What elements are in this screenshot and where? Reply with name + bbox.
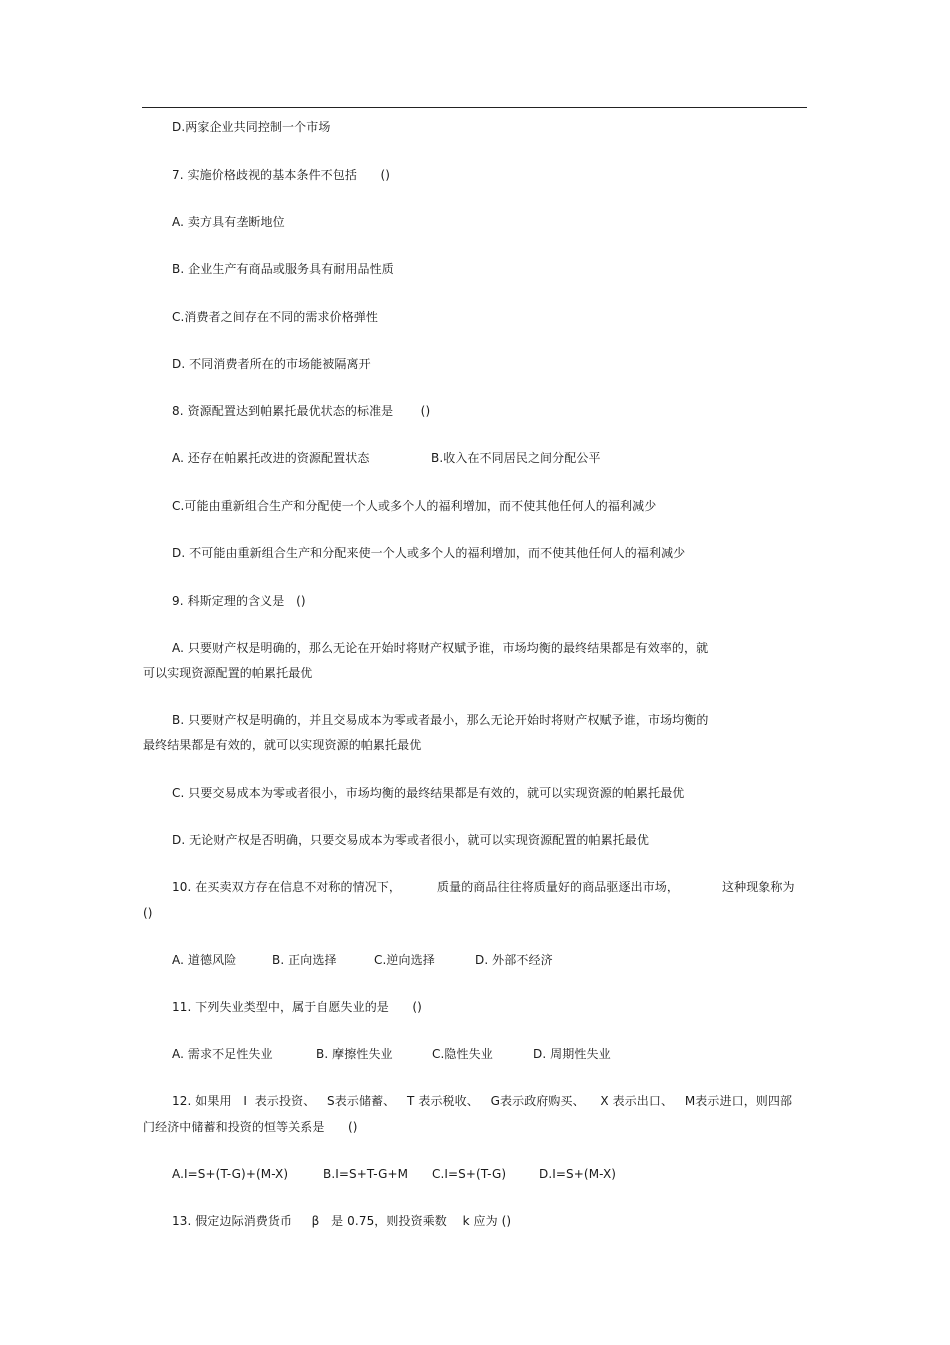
q9-option-b-line2: 最终结果都是有效的，就可以实现资源的帕累托最优 xyxy=(143,738,422,752)
q8-option-d: D. 不可能由重新组合生产和分配来使一个人或多个人的福利增加，而不使其他任何人的福利减少 xyxy=(172,546,686,560)
question-9: 9. 科斯定理的含义是 () xyxy=(172,594,306,608)
q8-option-a: A. 还存在帕累托改进的资源配置状态 xyxy=(172,451,370,465)
q7-option-b: B. 企业生产有商品或服务具有耐用品性质 xyxy=(172,262,394,276)
question-12-line2: 门经济中储蓄和投资的恒等关系是 () xyxy=(143,1120,358,1134)
q10-option-d: D. 外部不经济 xyxy=(475,953,553,967)
q9-option-a-line2: 可以实现资源配置的帕累托最优 xyxy=(143,666,313,680)
q12-option-a: A.I=S+(T-G)+(M-X) xyxy=(172,1167,289,1181)
q11-option-b: B. 摩擦性失业 xyxy=(316,1047,393,1061)
q12-option-d: D.I=S+(M-X) xyxy=(539,1167,617,1181)
question-11: 11. 下列失业类型中，属于自愿失业的是 () xyxy=(172,1000,422,1014)
question-10-part1: 10. 在买卖双方存在信息不对称的情况下， xyxy=(172,880,401,894)
q9-option-b-line1: B. 只要财产权是明确的，并且交易成本为零或者最小，那么无论开始时将财产权赋予谁，市场均衡的 xyxy=(172,713,709,727)
question-10-paren: () xyxy=(143,906,153,920)
q11-option-d: D. 周期性失业 xyxy=(533,1047,611,1061)
q12-option-b: B.I=S+T-G+M xyxy=(323,1167,409,1181)
q10-option-a: A. 道德风险 xyxy=(172,953,237,967)
q9-option-d: D. 无论财产权是否明确，只要交易成本为零或者很小，就可以实现资源配置的帕累托最优 xyxy=(172,833,649,847)
q11-option-c: C.隐性失业 xyxy=(432,1047,493,1061)
q7-option-d: D. 不同消费者所在的市场能被隔离开 xyxy=(172,357,371,371)
q10-option-c: C.逆向选择 xyxy=(374,953,435,967)
q9-option-c: C. 只要交易成本为零或者很小，市场均衡的最终结果都是有效的，就可以实现资源的帕累托最优 xyxy=(172,786,685,800)
line-d-two-firms: D.两家企业共同控制一个市场 xyxy=(172,120,331,134)
question-10-part2: 质量的商品往往将质量好的商品驱逐出市场， xyxy=(437,880,680,894)
header-rule xyxy=(142,107,807,108)
question-12-line1: 12. 如果用 I 表示投资、 S表示储蓄、 T 表示税收、 G表示政府购买、 X 表示出口、 M表示进口，则四部 xyxy=(172,1094,793,1108)
question-13: 13. 假定边际消费货币 β 是 0.75，则投资乘数 k 应为 () xyxy=(172,1214,512,1228)
q12-option-c: C.I=S+(T-G) xyxy=(432,1167,507,1181)
question-7: 7. 实施价格歧视的基本条件不包括 () xyxy=(172,168,391,182)
question-10-part3: 这种现象称为 xyxy=(722,880,795,894)
q10-option-b: B. 正向选择 xyxy=(272,953,337,967)
question-8: 8. 资源配置达到帕累托最优状态的标准是 () xyxy=(172,404,431,418)
q11-option-a: A. 需求不足性失业 xyxy=(172,1047,273,1061)
q9-option-a-line1: A. 只要财产权是明确的，那么无论在开始时将财产权赋予谁，市场均衡的最终结果都是有效率的，就 xyxy=(172,641,709,655)
q7-option-c: C.消费者之间存在不同的需求价格弹性 xyxy=(172,310,378,324)
q8-option-c: C.可能由重新组合生产和分配使一个人或多个人的福利增加，而不使其他任何人的福利减少 xyxy=(172,499,657,513)
q7-option-a: A. 卖方具有垄断地位 xyxy=(172,215,285,229)
q8-option-b: B.收入在不同居民之间分配公平 xyxy=(431,451,601,465)
